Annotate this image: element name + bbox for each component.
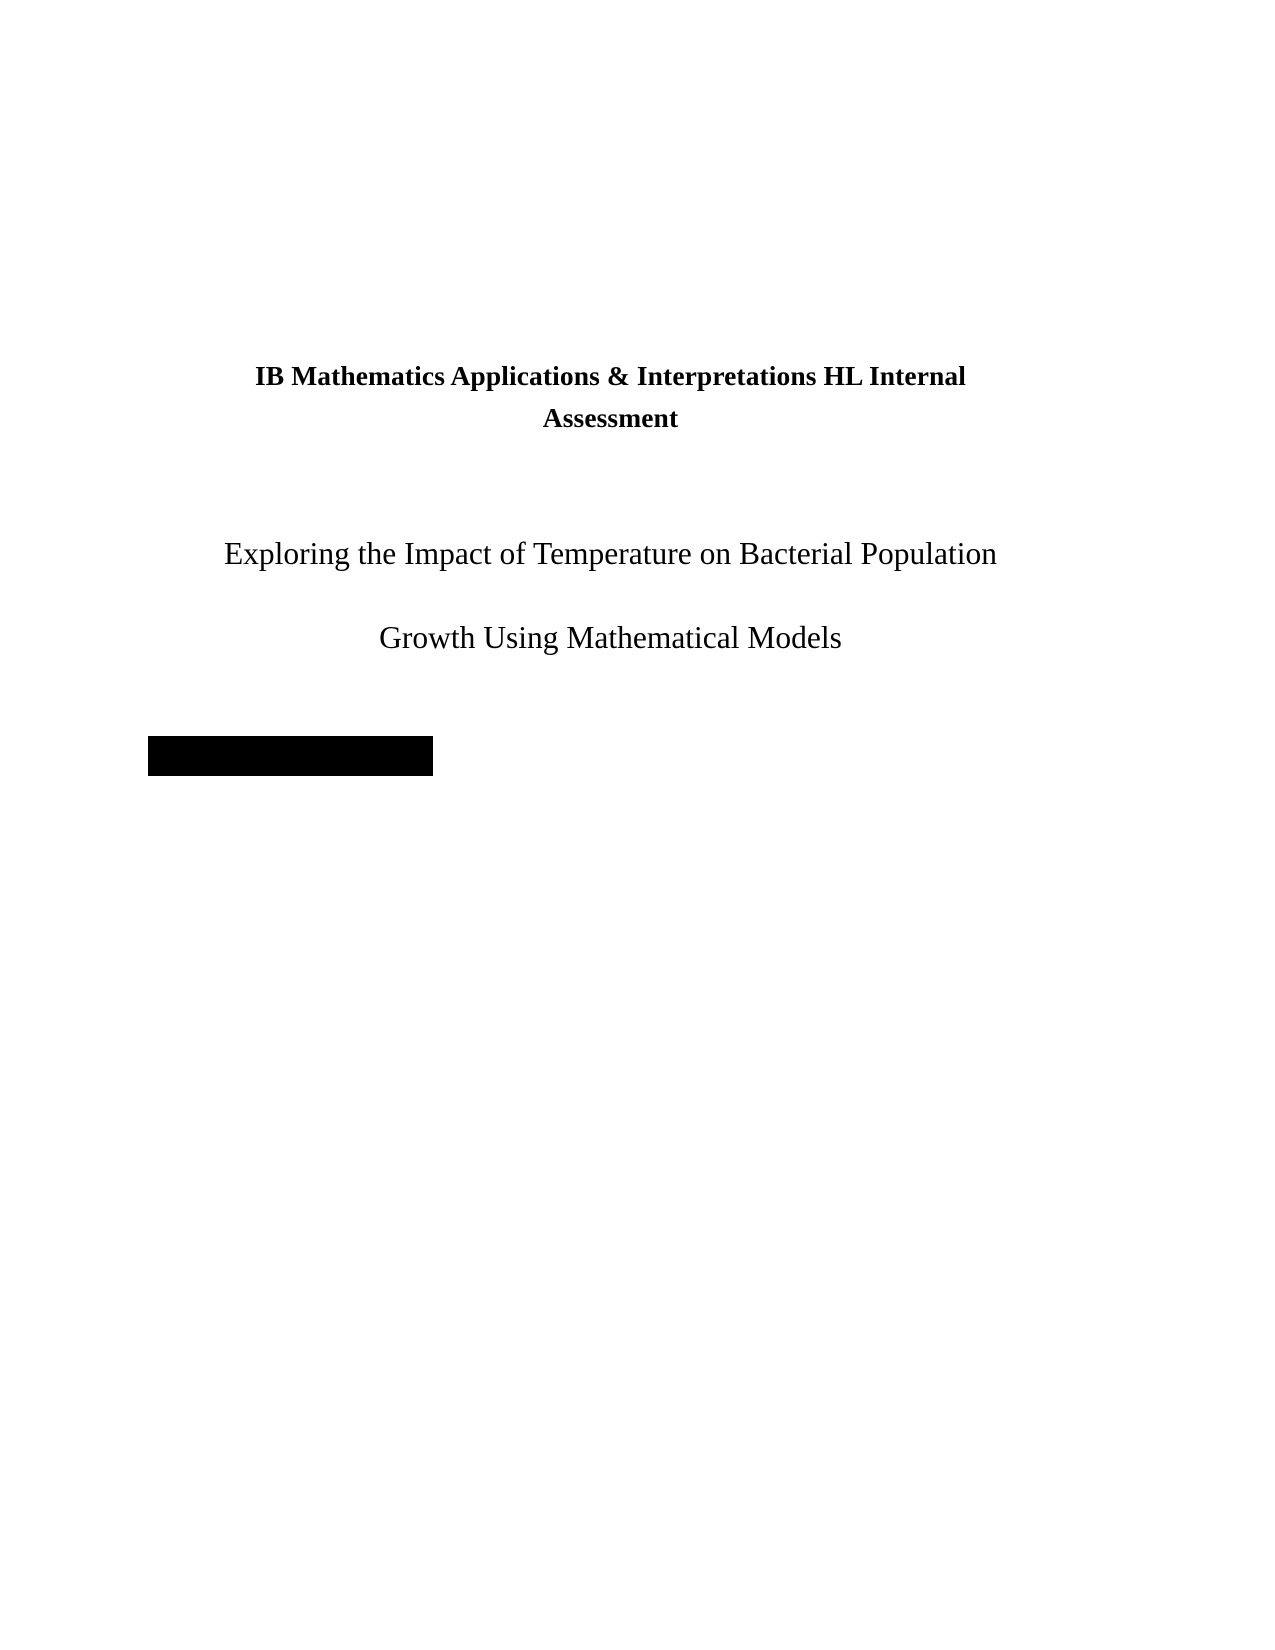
redaction-bar bbox=[148, 736, 433, 776]
document-header bbox=[148, 355, 1073, 439]
page-title-line-1: Exploring the Impact of Temperature on Bacterial Population bbox=[223, 536, 998, 571]
page-title-line-2: Growth Using Mathematical Models bbox=[379, 620, 842, 655]
title-page-content bbox=[148, 0, 1128, 1650]
document-header-line-1: IB Mathematics Applications & Interpretations HL Internal bbox=[254, 360, 967, 391]
page-title bbox=[148, 512, 1073, 680]
document-header-line-2: Assessment bbox=[542, 402, 679, 433]
